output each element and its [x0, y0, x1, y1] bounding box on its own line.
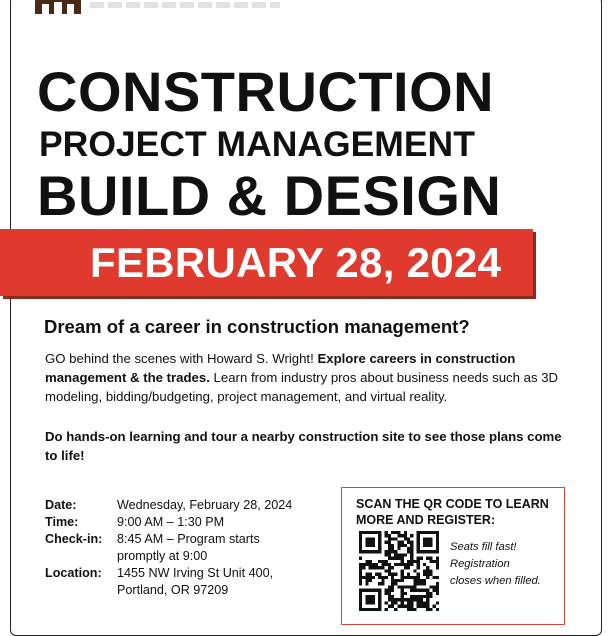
intro-part1: GO behind the scenes with Howard S. Wright!: [45, 351, 318, 366]
qr-register-box: [341, 487, 565, 625]
detail-row-location: [45, 565, 335, 599]
event-details: [45, 497, 335, 599]
headline-project-management: PROJECT MANAGEMENT: [39, 124, 475, 164]
detail-value: 1455 NW Irving St Unit 400, Portland, OR 97209: [117, 566, 274, 597]
qr-note-line3: closes when filled.: [450, 575, 541, 587]
detail-row-date: [45, 497, 335, 514]
tagline: Dream of a career in construction management?: [44, 316, 470, 337]
qr-note-line1: Seats fill fast!: [450, 541, 517, 553]
detail-label: Location:: [45, 566, 102, 580]
qr-note-line2: Registration: [450, 558, 510, 570]
detail-label: Check-in:: [45, 532, 103, 546]
qr-code-icon[interactable]: [359, 531, 439, 611]
detail-row-time: [45, 514, 335, 531]
headline-build-design: BUILD & DESIGN: [37, 164, 502, 227]
hands-on-paragraph: Do hands-on learning and tour a nearby construction site to see those plans come to life!: [45, 429, 562, 463]
detail-value: 9:00 AM – 1:30 PM: [117, 515, 225, 529]
logo-wordmark: [90, 2, 280, 8]
detail-value: 8:45 AM – Program starts promptly at 9:00: [117, 532, 260, 563]
detail-label: Time:: [45, 515, 79, 529]
detail-value: Wednesday, February 28, 2024: [117, 498, 293, 512]
detail-row-checkin: [45, 531, 335, 565]
banner-date: FEBRUARY 28, 2024: [90, 239, 502, 286]
qr-note: [450, 539, 560, 590]
intro-paragraph: [45, 349, 575, 406]
intro-part2-bold: Explore careers in construction management & the trades.: [45, 351, 516, 385]
qr-title: SCAN THE QR CODE TO LEARN MORE AND REGISTER:: [356, 497, 549, 527]
intro-part3: Learn from industry pros about business needs such as 3D modeling, bidding/budgeting, project management, and virtual reality.: [45, 370, 559, 404]
detail-label: Date:: [45, 498, 77, 512]
company-logo-icon: [35, 0, 81, 14]
qr-modules: [359, 531, 439, 611]
headline-construction: CONSTRUCTION: [37, 60, 495, 123]
